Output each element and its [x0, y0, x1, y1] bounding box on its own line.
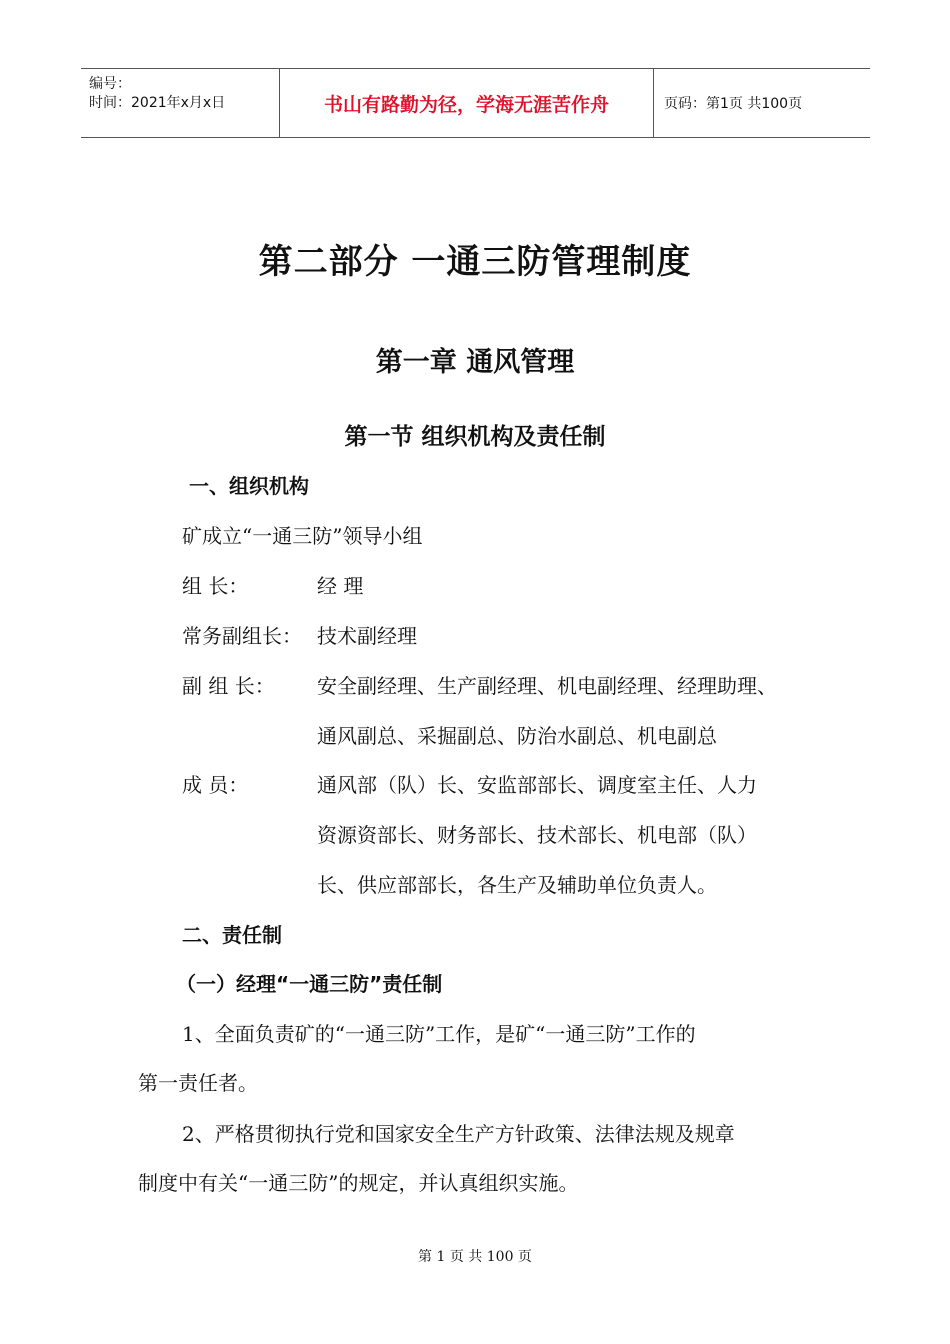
header-meta [81, 69, 280, 137]
section-title: 第一节 组织机构及责任制 [344, 423, 606, 450]
heading-responsibility: 二、责任制 [182, 923, 282, 947]
exec-vice-value: 技术副经理 [317, 624, 417, 648]
heading-organization: 一、组织机构 [189, 474, 309, 498]
leader-label: 组 长： [182, 574, 249, 598]
heading-manager-responsibility: （一）经理“一通三防”责任制 [176, 972, 443, 996]
item-1-line-1: 1、全面负责矿的“一通三防”工作，是矿“一通三防”工作的 [182, 1022, 696, 1046]
part-title: 第二部分 一通三防管理制度 [258, 242, 692, 282]
vice-leader-label: 副 组 长： [182, 674, 275, 698]
leader-value: 经 理 [317, 574, 364, 598]
header-motto: 书山有路勤为径，学海无涯苦作舟 [280, 69, 654, 137]
member-label: 成 员： [182, 773, 249, 797]
chapter-title: 第一章 通风管理 [375, 347, 575, 378]
vice-leader-line-1: 安全副经理、生产副经理、机电副经理、经理助理、 [317, 674, 777, 698]
item-1-line-2: 第一责任者。 [138, 1071, 258, 1095]
member-line-3: 长、供应部部长，各生产及辅助单位负责人。 [317, 873, 717, 897]
item-2-line-2: 制度中有关“一通三防”的规定，并认真组织实施。 [138, 1171, 579, 1195]
header-time-label: 时间：2021年x月x日 [89, 95, 226, 111]
member-line-1: 通风部（队）长、安监部部长、调度室主任、人力 [317, 773, 757, 797]
page-footer: 第 1 页 共 100 页 [418, 1249, 532, 1265]
document-header [81, 68, 870, 138]
item-2-line-1: 2、严格贯彻执行党和国家安全生产方针政策、法律法规及规章 [182, 1122, 735, 1146]
member-line-2: 资源资部长、财务部长、技术部长、机电部（队） [317, 823, 757, 847]
vice-leader-line-2: 通风副总、采掘副总、防治水副总、机电副总 [317, 724, 717, 748]
paragraph-group-intro: 矿成立“一通三防”领导小组 [182, 524, 423, 548]
header-number-label: 编号： [89, 76, 131, 92]
exec-vice-label: 常务副组长： [182, 624, 302, 648]
header-page-info: 页码：第1页 共100页 [664, 96, 803, 112]
